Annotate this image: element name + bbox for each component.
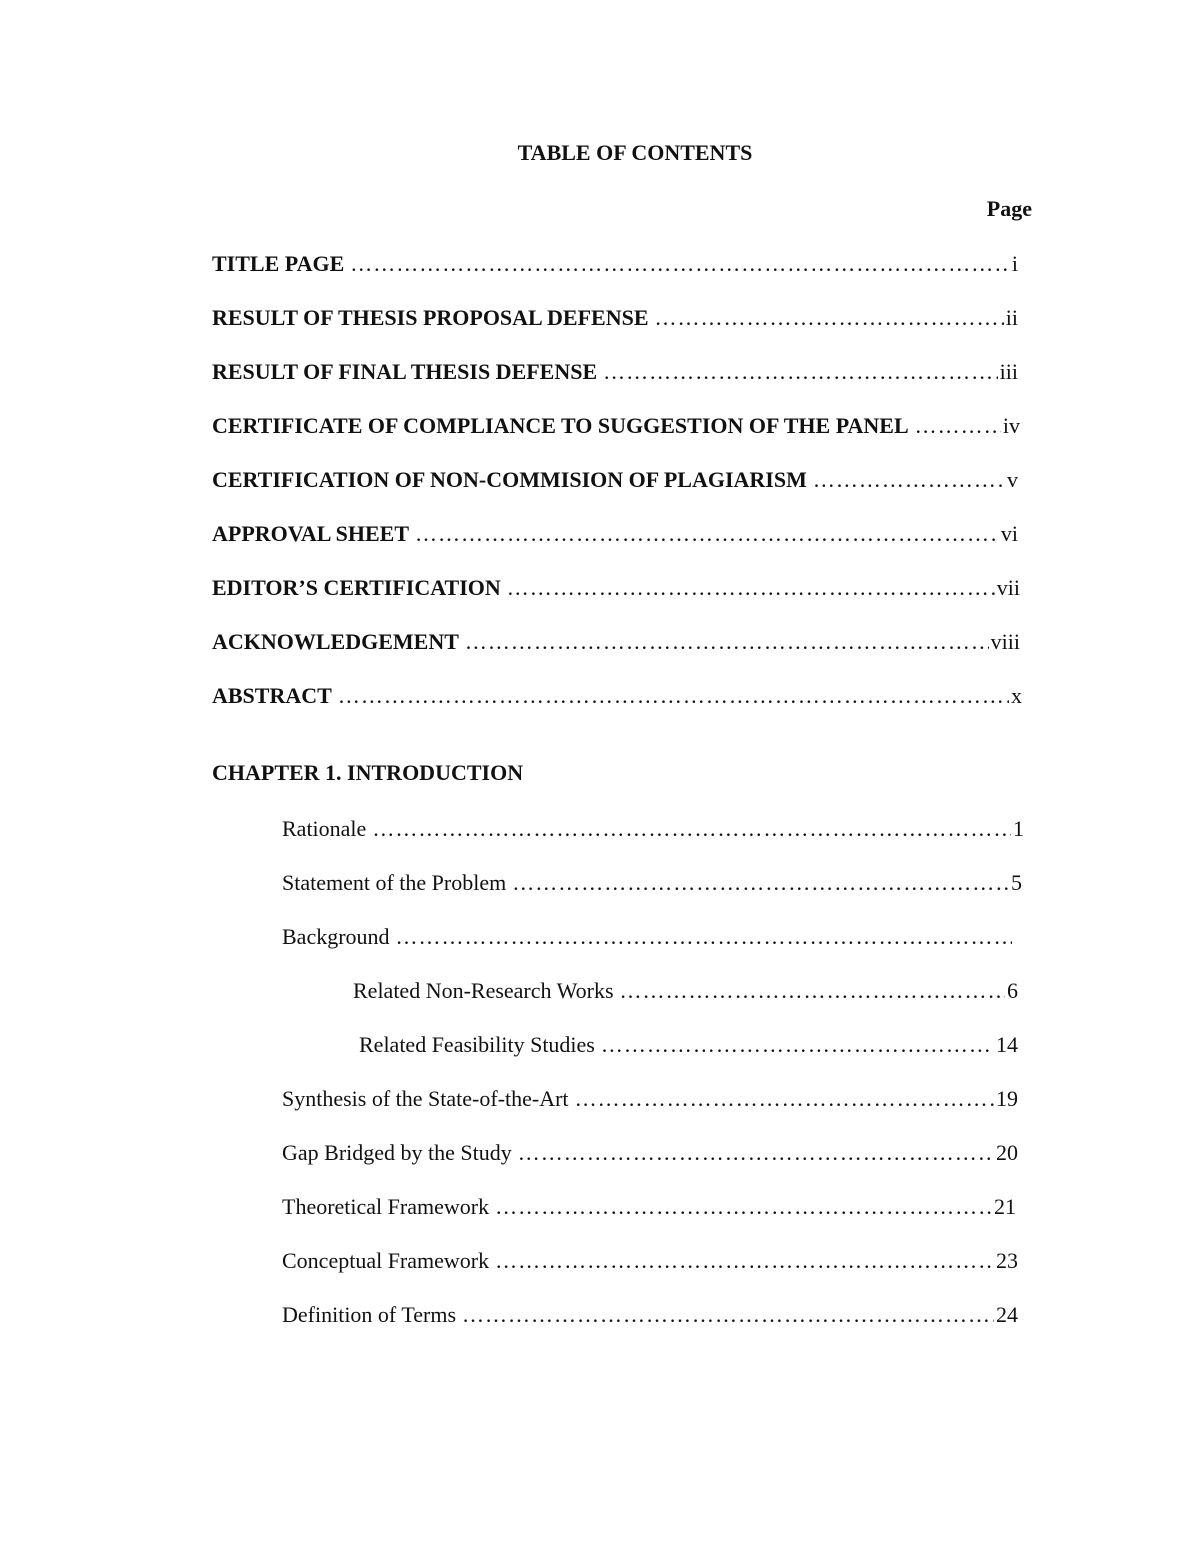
toc-section-background [282, 923, 1014, 951]
toc-entry-page: iii [999, 359, 1018, 384]
toc-section-label: Definition of Terms [282, 1302, 457, 1327]
toc-section-page: 14 [996, 1032, 1018, 1057]
toc-section-label: Statement of the Problem [282, 870, 507, 895]
dot-leader [603, 358, 998, 386]
dot-leader [813, 466, 1005, 494]
toc-entry-title-page [212, 250, 1018, 278]
toc-entry-label: TITLE PAGE [212, 251, 345, 276]
dot-leader [512, 869, 1009, 897]
dot-leader [518, 1139, 994, 1167]
dot-leader [396, 923, 1012, 951]
dot-leader [338, 682, 1009, 710]
toc-section-label: Related Feasibility Studies [359, 1032, 595, 1057]
toc-entry-label: CERTIFICATION OF NON-COMMISION OF PLAGIARISM [212, 467, 807, 492]
toc-entry-page: vii [996, 575, 1020, 600]
toc-section-label: Background [282, 924, 390, 949]
toc-section-page: 23 [996, 1248, 1018, 1273]
toc-entry-label: CERTIFICATE OF COMPLIANCE TO SUGGESTION OF THE PANEL [212, 413, 909, 438]
toc-entry-proposal-defense [212, 304, 1018, 332]
toc-section-page: 24 [996, 1302, 1018, 1327]
toc-entry-page: v [1007, 467, 1018, 492]
toc-section-page: 1 [1013, 816, 1024, 841]
toc-section-label: Related Non-Research Works [353, 978, 614, 1003]
toc-entry-certificate-compliance [212, 412, 1020, 440]
toc-entry-label: RESULT OF THESIS PROPOSAL DEFENSE [212, 305, 649, 330]
dot-leader [372, 815, 1011, 843]
toc-entry-label: ACKNOWLEDGEMENT [212, 629, 459, 654]
chapter-heading: CHAPTER 1. INTRODUCTION [212, 760, 524, 785]
toc-entry-abstract [212, 682, 1022, 710]
toc-section-label: Gap Bridged by the Study [282, 1140, 512, 1165]
toc-entry-approval-sheet [212, 520, 1018, 548]
dot-leader [601, 1031, 994, 1059]
toc-entry-label: ABSTRACT [212, 683, 332, 708]
toc-section-page: 21 [994, 1194, 1016, 1219]
dot-leader [915, 412, 1001, 440]
toc-section-page: 20 [996, 1140, 1018, 1165]
toc-section-page: 6 [1007, 978, 1018, 1003]
toc-section-label: Conceptual Framework [282, 1248, 490, 1273]
toc-section-label: Synthesis of the State-of-the-Art [282, 1086, 569, 1111]
toc-entry-label: EDITOR’S CERTIFICATION [212, 575, 501, 600]
toc-section-synthesis [282, 1085, 1018, 1113]
toc-entry-certification-plagiarism [212, 466, 1018, 494]
page-column-header: Page [986, 196, 1032, 221]
toc-entry-page: vi [1000, 521, 1018, 546]
page-title: TABLE OF CONTENTS [517, 140, 753, 165]
toc-subsection-feasibility-studies [359, 1031, 1018, 1059]
dot-leader [350, 250, 1010, 278]
toc-entry-page: i [1011, 251, 1018, 276]
toc-section-label: Rationale [282, 816, 367, 841]
dot-leader [415, 520, 999, 548]
toc-section-definition-terms [282, 1301, 1018, 1329]
toc-subsection-non-research-works [353, 977, 1018, 1005]
toc-entry-final-defense [212, 358, 1018, 386]
dot-leader [495, 1193, 992, 1221]
toc-section-page: 5 [1011, 870, 1022, 895]
toc-entry-acknowledgement [212, 628, 1020, 656]
toc-section-rationale [282, 815, 1024, 843]
toc-section-theoretical-framework [282, 1193, 1016, 1221]
dot-leader [465, 628, 989, 656]
dot-leader [495, 1247, 994, 1275]
dot-leader [620, 977, 1005, 1005]
dot-leader [655, 304, 1004, 332]
toc-section-page: 19 [996, 1086, 1018, 1111]
dot-leader [507, 574, 995, 602]
toc-section-conceptual-framework [282, 1247, 1018, 1275]
dot-leader [575, 1085, 994, 1113]
toc-entry-label: RESULT OF FINAL THESIS DEFENSE [212, 359, 598, 384]
toc-entry-page: viii [990, 629, 1020, 654]
toc-entry-label: APPROVAL SHEET [212, 521, 410, 546]
dot-leader [462, 1301, 994, 1329]
toc-section-gap-bridged [282, 1139, 1018, 1167]
toc-entry-page: iv [1002, 413, 1020, 438]
toc-entry-page: ii [1005, 305, 1018, 330]
toc-section-label: Theoretical Framework [282, 1194, 490, 1219]
toc-section-statement-problem [282, 869, 1022, 897]
toc-entry-editors-certification [212, 574, 1020, 602]
toc-entry-page: x [1011, 683, 1022, 708]
